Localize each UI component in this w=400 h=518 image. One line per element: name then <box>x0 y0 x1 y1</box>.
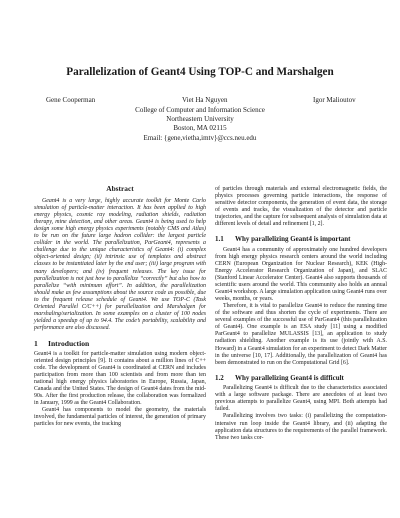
author-name: Viet Ha Nguyen <box>182 96 228 104</box>
left-column <box>34 185 206 429</box>
subsection-heading <box>215 235 387 244</box>
abstract-heading: Abstract <box>106 184 134 193</box>
affiliation-block <box>0 106 400 144</box>
paragraph: Geant4 has components to model the geometry, the materials involved, the fundamental particles of interest, the generation of primary particles for new events, the tracking <box>34 407 206 428</box>
affiliation-line: College of Computer and Information Science <box>135 105 265 114</box>
section-heading <box>34 340 206 347</box>
affiliation-line: Boston, MA 02115 <box>173 124 227 133</box>
subsection-number: 1.2 <box>215 373 224 382</box>
paper-title: Parallelization of Geant4 Using TOP-C and Marshalgen <box>66 66 334 78</box>
paragraph: Geant4 has a community of approximately one hundred developers from high energy physics research centers around the world including CERN (European Organization for Nuclear Research), KEK (High-Energy Accelerator Research Organization of Japan), and SLAC (Stanford Linear Accelerator Center). Geant4 also supports thousands of scientific users around the world. This community also holds an annual Geant4 workshop. A large simulation application using Geant4 runs over weeks, months, or years. <box>215 246 387 303</box>
paragraph: Parallelizing Geant4 is difficult due to the characteristics associated with a large software package. There are anecdotes of at least two previous attempts to parallelize Geant4, using MPI. Both attempts had failed. <box>215 385 387 413</box>
section-number: 1 <box>34 338 38 348</box>
paragraph: Geant4 is a toolkit for particle-matter simulation using modern object-oriented design principles [9]. It contains about a million lines of C++ code. The development of Geant4 is coordinated at CERN and includes participation from more than 100 scientists and from more than ten national high energy physics laboratories in Europe, Russia, Japan, Canada and the United States. The design of Geant4 dates from the mid-90s. After the first production release, the collaboration was formalized in January, 1999 as the Geant4 Collaboration. <box>34 350 206 407</box>
subsection-title: Why parallelizing Geant4 is difficult <box>235 373 344 382</box>
contact-email: Email: {gene,vietha,imtv}@ccs.neu.edu <box>143 133 257 142</box>
paragraph: of particles through materials and external electromagnetic fields, the physics processes governing particle interactions, the response of sensitive detector components, the generation of event data, the storage of events and tracks, the visualization of the detector and particle trajectories, and the capture for subsequent analysis of simulation data at different levels of detail and refinement [1, 2]. <box>215 186 387 228</box>
author-name: Igor Malioutov <box>313 96 356 104</box>
subsection-heading <box>215 374 387 383</box>
section-title: Introduction <box>48 338 90 348</box>
subsection-number: 1.1 <box>215 235 224 244</box>
paragraph: Therefore, it is vital to parallelize Geant4 to reduce the running time of the software and thus shorten the cycle of experiments. There are several examples of the successful use of ParGeant4 (this parallelization of Geant4). One example is an ESA study [11] using a modified ParGeant4 to parallelize MULASSIS [13], an application to study radiation shielding. Another example is its use (jointly with A.S. Howard) in a Geant4 simulation for an experiment to detect Dark Matter in the universe [10, 17]. Additionally, the parallelization of Geant4 has been demonstrated to run on the Computational Grid [6]. <box>215 303 387 366</box>
subsection-title: Why parallelizing Geant4 is important <box>235 235 351 244</box>
right-column <box>215 186 387 442</box>
affiliation-line: Northeastern University <box>166 114 234 123</box>
abstract-text: Geant4 is a very large, highly accurate toolkit for Monte Carlo simulation of particle-matter interaction. It has been applied to high energy physics, cosmic ray modeling, radiation shields, radiation therapy, mine detection, and other areas. Geant4 is being used to help design some high energy physics experiments (notably CMS and Atlas) to be run on the future large hadron collider: the largest particle collider in the world. The parallelization, ParGeant4, represents a challenge due to the unique characteristics of Geant4: (i) complex object-oriented design; (ii) intrinsic use of templates and abstract classes to be instantiated later by the end user; (iii) large program with many developers; and (iv) frequent releases. The key issue for parallelization is not just how to parallelize “correctly” but also how to parallelize “with minimum effort”. In addition, the parallelization should make as few assumptions about the source code as possible, due to the frequent release schedule of Geant4. We use TOP-C (Task Oriented Parallel C/C++) for parallelization and Marshalgen for marshaling/serialization. In some examples on a cluster of 100 nodes yielded a speedup of up to 94.4. The code’s portability, scalability and performance are also discussed. <box>34 198 206 331</box>
paragraph: Parallelizing involves two tasks: (i) parallelizing the computation-intensive run loop inside the Geant4 library, and (ii) adapting the application data structures to the requirements of the parallel framework. These two tasks cor- <box>215 413 387 441</box>
author-name: Gene Cooperman <box>46 96 96 104</box>
